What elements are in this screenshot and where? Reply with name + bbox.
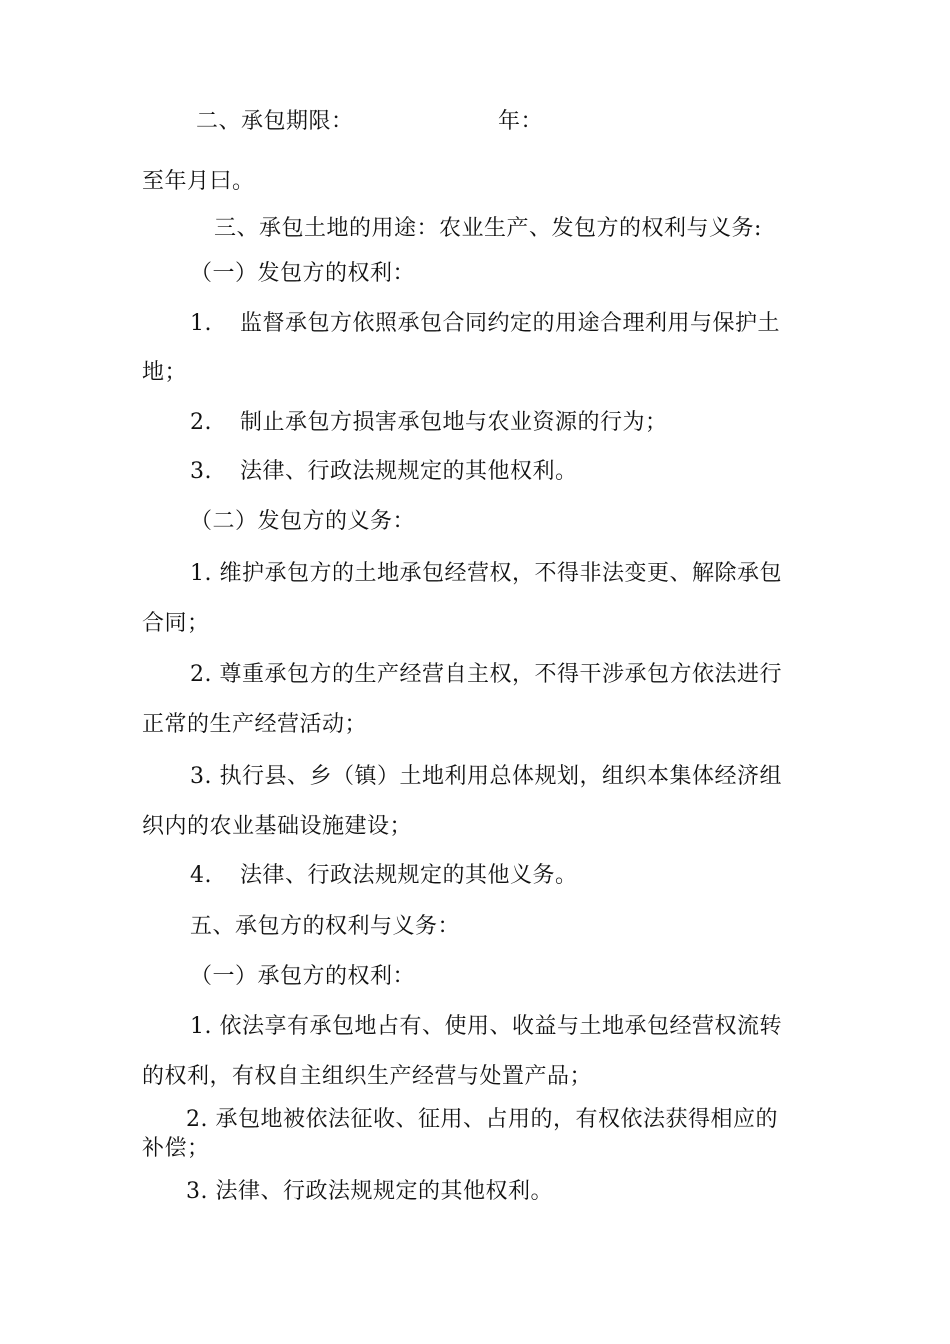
issuer-duty-item-3-cont: 织内的农业基础设施建设； bbox=[142, 814, 413, 839]
issuer-duty-item-1: 1. 维护承包方的土地承包经营权，不得非法变更、解除承包 bbox=[190, 561, 782, 586]
contractor-right-item-1-cont: 的权利，有权自主组织生产经营与处置产品； bbox=[142, 1064, 593, 1089]
contractor-right-item-2: 2. 承包地被依法征收、征用、占用的，有权依法获得相应的 bbox=[186, 1107, 778, 1132]
issuer-duty-item-3: 3. 执行县、乡（镇）土地利用总体规划，组织本集体经济组 bbox=[190, 764, 782, 789]
section3-heading: 三、承包土地的用途：农业生产、发包方的权利与义务: bbox=[214, 216, 762, 241]
item-number: 2. bbox=[190, 410, 212, 435]
issuer-right-item-2 bbox=[190, 409, 668, 437]
contractor-right-item-1: 1. 依法享有承包地占有、使用、收益与土地承包经营权流转 bbox=[190, 1014, 782, 1039]
item-text: 制止承包方损害承包地与农业资源的行为； bbox=[240, 410, 668, 435]
issuer-duty-item-1-cont: 合同； bbox=[142, 611, 210, 636]
item-number: 3. bbox=[190, 459, 212, 484]
issuer-right-item-1-cont: 地； bbox=[142, 360, 188, 385]
section5-heading: 五、承包方的权利与义务： bbox=[190, 914, 461, 939]
term-continuation: 至年月曰。 bbox=[142, 169, 255, 194]
item-number: 4. bbox=[190, 863, 212, 888]
issuer-right-item-1 bbox=[190, 310, 780, 338]
item-number: 1. bbox=[190, 311, 212, 336]
issuer-duty-item-2: 2. 尊重承包方的生产经营自主权，不得干涉承包方依法进行 bbox=[190, 662, 782, 687]
contractor-right-item-2-cont: 补偿； bbox=[142, 1136, 210, 1161]
term-label: 二、承包期限： bbox=[196, 109, 354, 134]
item-text: 法律、行政法规规定的其他义务。 bbox=[240, 863, 578, 888]
issuer-right-item-3 bbox=[190, 458, 578, 486]
contractor-right-item-3: 3. 法律、行政法规规定的其他权利。 bbox=[186, 1179, 553, 1204]
item-text: 法律、行政法规规定的其他权利。 bbox=[240, 459, 578, 484]
issuer-duties-heading: （二）发包方的义务： bbox=[190, 509, 416, 534]
item-text: 监督承包方依照承包合同约定的用途合理利用与保护土 bbox=[240, 311, 781, 336]
issuer-duty-item-4 bbox=[190, 862, 578, 890]
issuer-duty-item-2-cont: 正常的生产经营活动； bbox=[142, 712, 368, 737]
contractor-rights-heading: （一）承包方的权利： bbox=[190, 964, 416, 989]
term-year-label: 年： bbox=[498, 109, 544, 134]
issuer-rights-heading: （一）发包方的权利： bbox=[190, 261, 416, 286]
